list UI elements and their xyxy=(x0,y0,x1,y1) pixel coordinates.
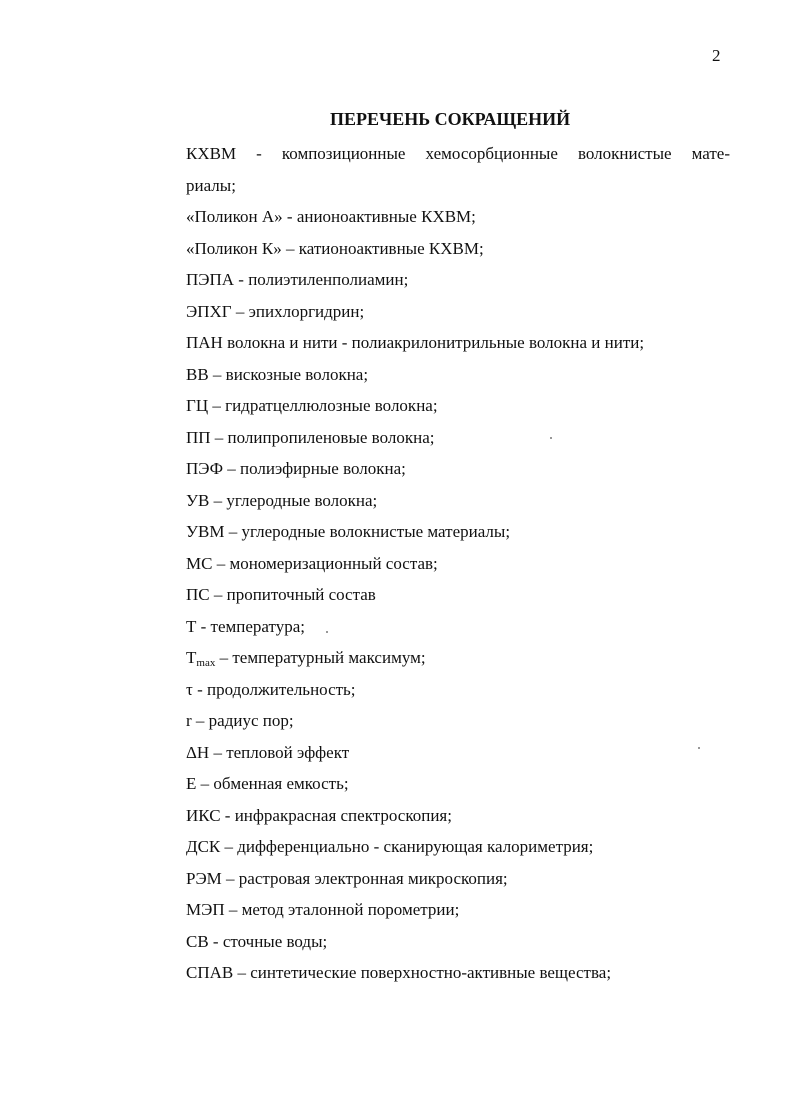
list-item: ГЦ – гидратцеллюлозные волокна; xyxy=(186,396,438,415)
list-item: ПЭПА - полиэтиленполиамин; xyxy=(186,270,409,289)
list-item: Е – обменная емкость; xyxy=(186,774,349,793)
tmax-subscript: max xyxy=(196,657,216,669)
abbreviation-list xyxy=(186,138,730,989)
scan-speck xyxy=(698,747,700,749)
scan-speck xyxy=(550,437,552,439)
list-item: ВВ – вискозные волокна; xyxy=(186,364,369,384)
list-item-tmax xyxy=(186,642,730,674)
list-item: КХВМ - композиционные хемосорбционные волокнистые мате- xyxy=(186,144,730,163)
page-title: ПЕРЕЧЕНЬ СОКРАЩЕНИЙ xyxy=(330,109,571,129)
list-item: ДСК – дифференциально - сканирующая калориметрия; xyxy=(186,837,594,856)
list-item: «Поликон К» – катионоактивные КХВМ; xyxy=(186,238,484,258)
list-item: УВМ – углеродные волокнистые материалы; xyxy=(186,522,511,541)
list-item: τ - продолжительность; xyxy=(186,679,356,699)
list-item: риалы; xyxy=(186,175,236,195)
list-item: СВ - сточные воды; xyxy=(186,931,328,951)
list-item: ПЭФ – полиэфирные волокна; xyxy=(186,459,406,478)
list-item: РЭМ – растровая электронная микроскопия; xyxy=(186,868,508,888)
list-item: МС – мономеризационный состав; xyxy=(186,553,438,573)
tmax-text: – температурный максимум; xyxy=(215,648,426,667)
tmax-symbol: T xyxy=(186,648,197,667)
list-item: ЭПХГ – эпихлоргидрин; xyxy=(186,301,365,321)
list-item: СПАВ – синтетические поверхностно-активные вещества; xyxy=(186,963,612,982)
list-item: Т - температура; xyxy=(186,616,305,636)
list-item: УВ – углеродные волокна; xyxy=(186,490,378,510)
list-item: ΔН – тепловой эффект xyxy=(186,742,350,762)
list-item: «Поликон А» - анионоактивные КХВМ; xyxy=(186,207,476,226)
list-item: r – радиус пор; xyxy=(186,711,294,730)
scan-speck xyxy=(326,631,328,633)
list-item: ПП – полипропиленовые волокна; xyxy=(186,427,435,447)
page-number: 2 xyxy=(712,46,721,65)
list-item: МЭП – метод эталонной порометрии; xyxy=(186,900,460,919)
list-item: ИКС - инфракрасная спектроскопия; xyxy=(186,805,452,825)
list-item: ПС – пропиточный состав xyxy=(186,585,376,604)
list-item: ПАН волокна и нити - полиакрилонитрильные волокна и нити; xyxy=(186,333,645,352)
